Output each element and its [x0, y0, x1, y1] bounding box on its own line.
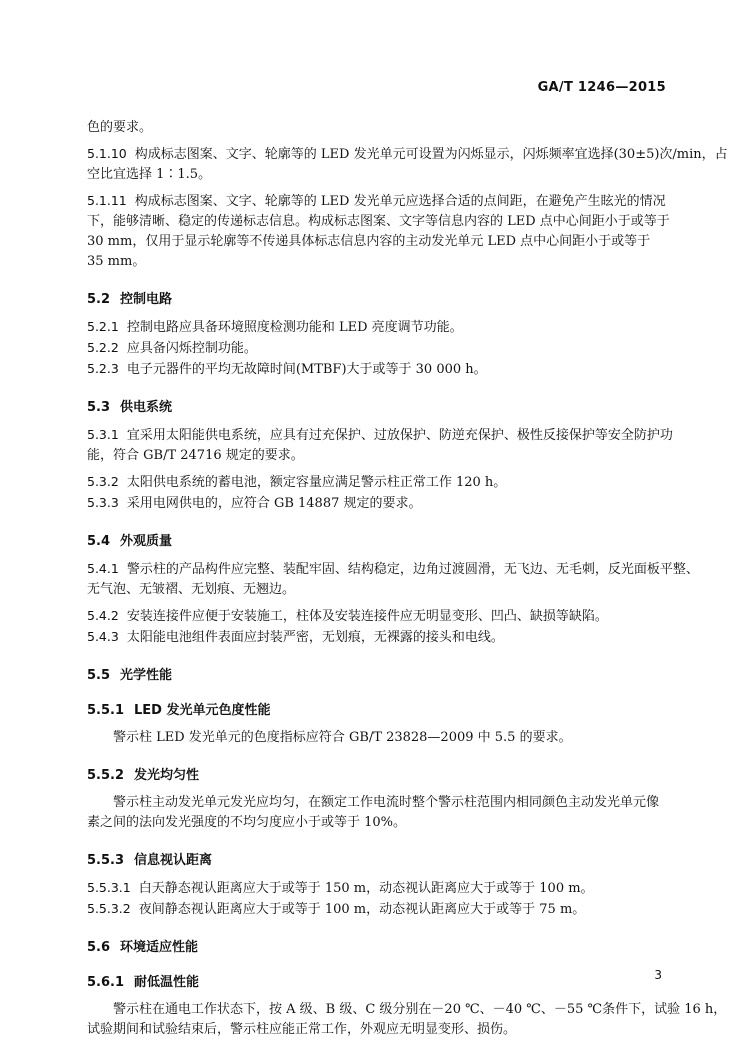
- subsection-heading-5-6-1: [87, 971, 667, 990]
- clause-5-2-1: [87, 317, 667, 338]
- text-line: 30 mm，仅用于显示轮廓等不传递具体标志信息内容的主动发光单元 LED 点中心间距小于或等于: [87, 234, 651, 249]
- clause-number: 5.4.1: [87, 561, 119, 576]
- section-heading-5-6: [87, 936, 667, 955]
- clause-5-3-2: [87, 472, 667, 493]
- section-number: 5.4: [87, 534, 111, 549]
- text-line: 警示柱在通电工作状态下，按 A 级、B 级、C 级分别在－20 ℃、－40 ℃、－55 ℃条件下，试验 16 h，: [113, 1002, 727, 1017]
- clause-5-3-1: [87, 425, 673, 466]
- section-title: LED 发光单元色度性能: [134, 703, 271, 718]
- text-line: 构成标志图案、文字、轮廓等的 LED 发光单元应选择合适的点间距，在避免产生眩光的情况: [134, 194, 666, 209]
- text-line: 能，符合 GB/T 24716 规定的要求。: [87, 448, 304, 463]
- section-heading-5-5: [87, 664, 667, 683]
- section-number: 5.5: [87, 668, 111, 683]
- text-line: 警示柱的产品构件应完整、装配牢固、结构稳定，边角过渡圆滑，无飞边、无毛刺，反光面板平整、: [126, 562, 699, 577]
- section-title: 光学性能: [120, 668, 173, 683]
- clause-5-5-3-2: [87, 899, 667, 920]
- section-number: 5.3: [87, 400, 111, 415]
- clause-5-5-1-text: 警示柱 LED 发光单元的色度指标应符合 GB/T 23828—2009 中 5.5 的要求。: [113, 730, 572, 745]
- clause-5-1-9-tail: [87, 118, 667, 138]
- text-line: 太阳供电系统的蓄电池，额定容量应满足警示柱正常工作 120 h。: [126, 475, 507, 490]
- section-title: 供电系统: [120, 400, 173, 415]
- section-heading-5-4: [87, 530, 667, 549]
- section-title: 环境适应性能: [120, 940, 199, 955]
- text-line: 电子元器件的平均无故障时间(MTBF)大于或等于 30 000 h。: [126, 362, 487, 377]
- text-line: 无气泡、无皱褶、无划痕、无翘边。: [87, 582, 296, 597]
- text-line: 构成标志图案、文字、轮廓等的 LED 发光单元可设置为闪烁显示，闪烁频率宜选择(30±5)次/min，占: [134, 147, 728, 162]
- section-number: 5.6.1: [87, 975, 125, 990]
- section-title: 外观质量: [120, 534, 173, 549]
- subsection-heading-5-5-2: [87, 764, 667, 783]
- text-line: 安装连接件应便于安装施工，柱体及安装连接件应无明显变形、凹凸、缺损等缺陷。: [126, 609, 608, 624]
- clause-number: 5.2.2: [87, 340, 119, 355]
- clause-5-1-11: [87, 191, 670, 272]
- clause-5-6-1-text: [87, 1000, 727, 1040]
- clause-number: 5.1.10: [87, 146, 127, 161]
- clause-5-4-3: [87, 627, 667, 648]
- page-number: 3: [654, 968, 662, 982]
- section-number: 5.5.3: [87, 853, 125, 868]
- subsection-heading-5-5-1: [87, 699, 667, 718]
- text-line: 试验期间和试验结束后，警示柱应能正常工作，外观应无明显变形、损伤。: [87, 1022, 517, 1037]
- text-line: 35 mm。: [87, 254, 146, 269]
- document-body: [87, 118, 728, 1046]
- section-title: 控制电路: [120, 292, 173, 307]
- clause-number: 5.2.1: [87, 319, 119, 334]
- text-line: 控制电路应具备环境照度检测功能和 LED 亮度调节功能。: [126, 320, 463, 335]
- text-line: 太阳能电池组件表面应封装严密，无划痕，无裸露的接头和电线。: [126, 630, 504, 645]
- text-line: 空比宜选择 1∶1.5。: [87, 167, 212, 182]
- text-line: 应具备闪烁控制功能。: [126, 341, 257, 356]
- subsection-heading-5-5-3: [87, 849, 667, 868]
- clause-number: 5.3.1: [87, 427, 119, 442]
- clause-5-3-3: [87, 493, 667, 514]
- section-number: 5.5.2: [87, 768, 125, 783]
- text-line: 警示柱主动发光单元发光应均匀，在额定工作电流时整个警示柱范围内相同颜色主动发光单元像: [113, 795, 660, 810]
- section-number: 5.2: [87, 292, 111, 307]
- clause-5-2-3: [87, 359, 667, 380]
- clause-number: 5.1.11: [87, 193, 127, 208]
- clause-number: 5.4.3: [87, 629, 119, 644]
- text-line: 夜间静态视认距离应大于或等于 100 m，动态视认距离应大于或等于 75 m。: [138, 902, 586, 917]
- section-heading-5-3: [87, 396, 667, 415]
- section-number: 5.5.1: [87, 703, 125, 718]
- text-line: 白天静态视认距离应大于或等于 150 m，动态视认距离应大于或等于 100 m。: [138, 881, 594, 896]
- section-number: 5.6: [87, 940, 111, 955]
- standard-code: GA/T 1246—2015: [537, 80, 666, 95]
- clause-5-4-2: [87, 606, 667, 627]
- clause-5-5-2-text: [87, 793, 667, 833]
- clause-5-5-3-1: [87, 878, 667, 899]
- clause-number: 5.2.3: [87, 361, 119, 376]
- section-title: 发光均匀性: [134, 768, 200, 783]
- clause-number: 5.5.3.1: [87, 880, 131, 895]
- clause-number: 5.3.2: [87, 474, 119, 489]
- clause-5-4-1: [87, 559, 699, 600]
- text-line: 色的要求。: [87, 120, 153, 135]
- section-heading-5-2: [87, 288, 667, 307]
- section-title: 耐低温性能: [134, 975, 200, 990]
- section-title: 信息视认距离: [134, 853, 213, 868]
- clause-number: 5.4.2: [87, 608, 119, 623]
- text-line: 宜采用太阳能供电系统，应具有过充保护、过放保护、防逆充保护、极性反接保护等安全防护功: [126, 428, 673, 443]
- clause-5-2-2: [87, 338, 667, 359]
- text-line: 下，能够清晰、稳定的传递标志信息。构成标志图案、文字等信息内容的 LED 点中心间距小于或等于: [87, 214, 670, 229]
- clause-number: 5.5.3.2: [87, 901, 131, 916]
- clause-number: 5.3.3: [87, 495, 119, 510]
- text-line: 采用电网供电的，应符合 GB 14887 规定的要求。: [126, 496, 422, 511]
- text-line: 素之间的法向发光强度的不均匀度应小于或等于 10%。: [87, 815, 407, 830]
- clause-5-1-10: [87, 144, 728, 185]
